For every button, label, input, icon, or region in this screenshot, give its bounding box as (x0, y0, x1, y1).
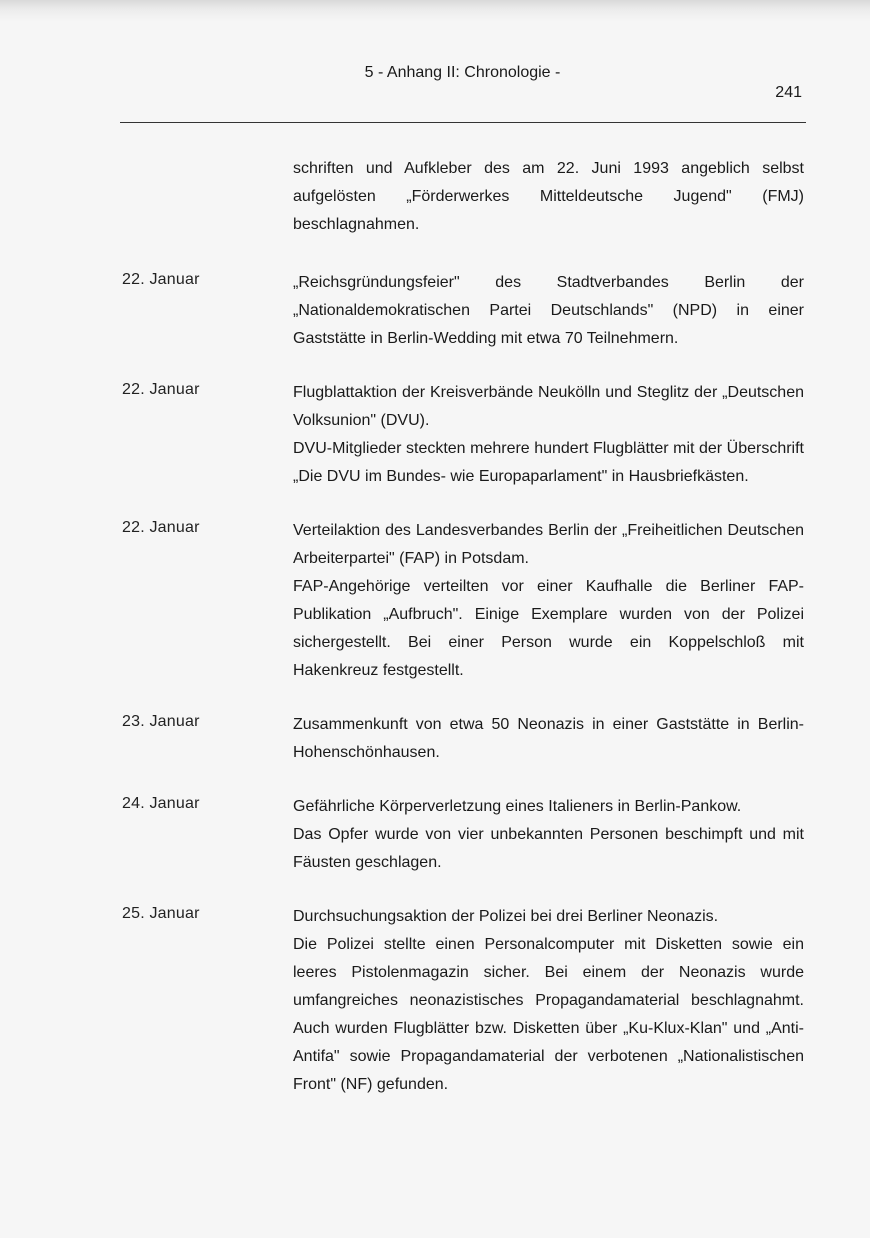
chronology-entry (0, 379, 870, 491)
chronology-entry (0, 903, 870, 1099)
entry-text (293, 379, 804, 491)
scan-shadow (0, 0, 870, 22)
chronology-entry (0, 793, 870, 877)
entry-date: 25. Januar (122, 905, 200, 922)
entry-paragraph: Zusammenkunft von etwa 50 Neonazis in einer Gaststätte in Berlin-Hohenschönhausen. (293, 716, 804, 761)
chapter-title: 5 - Anhang II: Chronologie - (364, 64, 561, 81)
page-number: 241 (775, 84, 802, 101)
entry-paragraph: Gefährliche Körperverletzung eines Italieners in Berlin-Pankow. (293, 798, 742, 815)
entry-text (293, 269, 804, 353)
entry-paragraph: FAP-Angehörige verteilten vor einer Kaufhalle die Berliner FAP-Publikation „Aufbruch". Einige Exemplare wurden von der Polizei sichergestellt. Bei einer Person wurde ein Koppelschloß mit Hakenkreuz festgestellt. (293, 578, 804, 679)
entry-paragraph: Verteilaktion des Landesverbandes Berlin der „Freiheitlichen Deutschen Arbeiterpartei" (FAP) in Potsdam. (293, 522, 804, 567)
entry-date: 24. Januar (122, 795, 200, 812)
entry-date: 22. Januar (122, 519, 200, 536)
chronology-entry (0, 517, 870, 685)
entry-text (293, 903, 804, 1099)
entry-paragraph: Durchsuchungsaktion der Polizei bei drei Berliner Neonazis. (293, 908, 719, 925)
chronology-entry (0, 269, 870, 353)
entry-paragraph: „Reichsgründungsfeier" des Stadtverbandes Berlin der „Nationaldemokratischen Partei Deutschlands" (NPD) in einer Gaststätte in Berlin-Wedding mit etwa 70 Teilnehmern. (293, 274, 804, 347)
entry-paragraph: Die Polizei stellte einen Personalcomputer mit Disketten sowie ein leeres Pistolenmagazin sicher. Bei einem der Neonazis wurde umfangreiches neonazistisches Propagandamaterial beschlagnahmt. Auch wurden Flugblätter bzw. Disketten über „Ku-Klux-Klan" und „Anti-Antifa" sowie Propagandamaterial der verbotenen „Nationalistischen Front" (NF) gefunden. (293, 936, 804, 1093)
chronology-entry (0, 711, 870, 767)
entry-paragraph: schriften und Aufkleber des am 22. Juni 1993 angeblich selbst aufgelösten „Förderwerkes Mitteldeutsche Jugend" (FMJ) beschlagnahmen. (293, 160, 804, 233)
entry-date: 23. Januar (122, 713, 200, 730)
entry-paragraph: Das Opfer wurde von vier unbekannten Personen beschimpft und mit Fäusten geschlagen. (293, 826, 804, 871)
entry-paragraph: DVU-Mitglieder steckten mehrere hundert Flugblätter mit der Überschrift „Die DVU im Bundes- wie Europaparlament" in Hausbriefkästen. (293, 440, 804, 485)
entry-text (293, 155, 804, 239)
entry-paragraph: Flugblattaktion der Kreisverbände Neukölln und Steglitz der „Deutschen Volksunion" (DVU). (293, 384, 804, 429)
entry-text (293, 793, 804, 877)
entry-date: 22. Januar (122, 271, 200, 288)
header-divider (120, 122, 806, 123)
chronology-list (0, 155, 870, 1125)
entry-text (293, 517, 804, 685)
entry-date: 22. Januar (122, 381, 200, 398)
chronology-entry (0, 155, 870, 239)
entry-text (293, 711, 804, 767)
page-header (0, 62, 870, 101)
